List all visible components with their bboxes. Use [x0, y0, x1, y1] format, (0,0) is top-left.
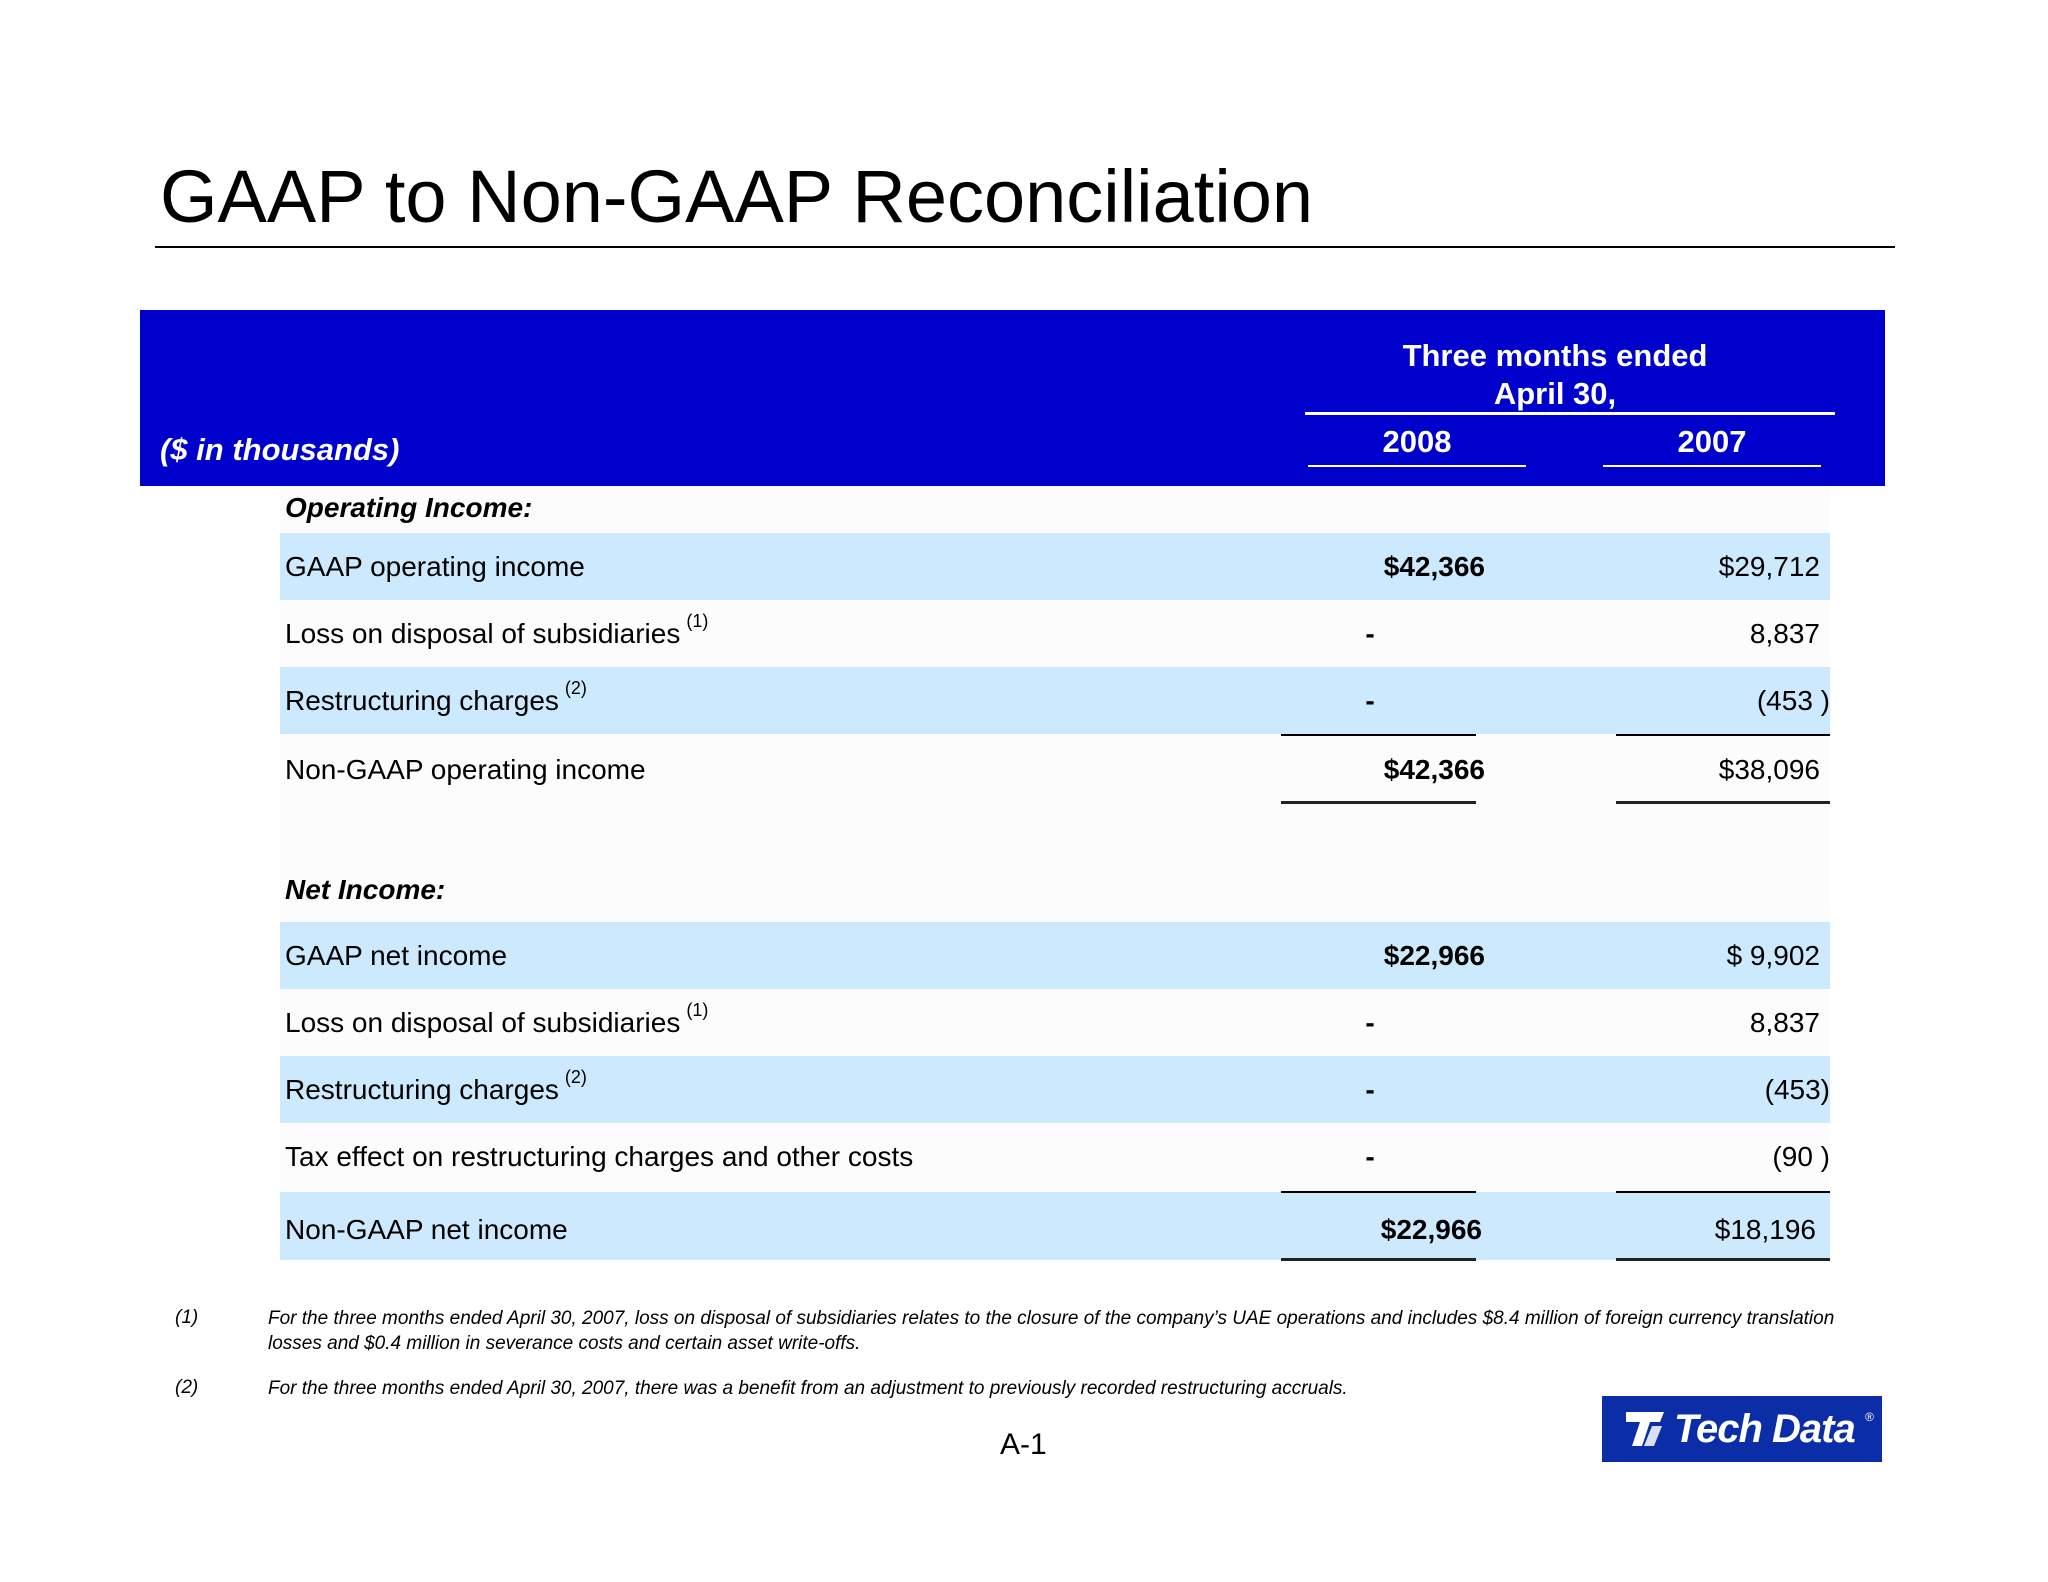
table-row — [280, 1056, 1830, 1123]
total-rule-2007 — [1616, 801, 1830, 804]
value-2008: $22,966 — [1383, 940, 1485, 971]
registered-mark: ® — [1865, 1410, 1874, 1424]
section-label-operating-income: Operating Income: — [285, 492, 533, 523]
value-2007: (453 ) — [1756, 685, 1830, 716]
row-label: Restructuring charges $^{(2)}$ — [285, 1067, 587, 1105]
row-label: Loss on disposal of subsidiaries $^{(1)}$ — [285, 1000, 709, 1038]
table-row — [280, 1192, 1830, 1260]
period-underline — [1305, 412, 1835, 415]
footnote-number: (2) — [175, 1377, 199, 1398]
row-label: Non-GAAP operating income — [285, 754, 646, 785]
value-2008: - — [1365, 618, 1375, 649]
total-rule-2008 — [1281, 1258, 1476, 1261]
table-row — [280, 533, 1830, 600]
column-header-2008: 2008 — [1382, 424, 1452, 459]
footnote-text: For the three months ended April 30, 2007, there was a benefit from an adjustment to previously recorded restructuring accruals. — [268, 1378, 1348, 1399]
page-number: A-1 — [1000, 1428, 1047, 1461]
value-2007: (90 ) — [1772, 1141, 1830, 1172]
period-heading-line2: April 30, — [1493, 376, 1617, 411]
value-2008: - — [1365, 1007, 1375, 1038]
table-row — [280, 989, 1830, 1056]
total-rule-2008 — [1281, 801, 1476, 804]
row-label: Restructuring charges $^{(2)}$ — [285, 678, 587, 716]
value-2008: - — [1365, 1074, 1375, 1105]
footnote-number: (1) — [175, 1307, 199, 1328]
subtotal-rule-2007 — [1616, 1191, 1830, 1193]
section-label-net-income: Net Income: — [285, 874, 446, 905]
value-2007: (453) — [1764, 1074, 1830, 1105]
column-2007-underline — [1603, 465, 1821, 467]
total-rule-2007 — [1616, 1258, 1830, 1261]
value-2007: 8,837 — [1749, 1007, 1820, 1038]
value-2007: $38,096 — [1718, 754, 1820, 785]
footnote-text: For the three months ended April 30, 2007, loss on disposal of subsidiaries relates to the closure of the company’s UAE operations and includes $8.4 million of foreign currency translation losses and $0.4 million in severance costs and certain asset write-offs. — [268, 1308, 1835, 1354]
footnote-ref: (1) — [686, 611, 709, 631]
subtotal-rule-2008 — [1281, 1191, 1476, 1193]
value-2008: $22,966 — [1380, 1214, 1482, 1245]
tech-data-logo — [1602, 1396, 1882, 1462]
value-2007: $29,712 — [1718, 551, 1820, 582]
footnote-ref: (2) — [564, 1067, 587, 1087]
table-row — [280, 1123, 1830, 1190]
period-heading-line1: Three months ended — [1402, 338, 1708, 373]
table-row — [280, 667, 1830, 734]
row-label: GAAP net income — [285, 940, 508, 971]
value-2008: $42,366 — [1383, 754, 1485, 785]
row-label: Loss on disposal of subsidiaries $^{(1)}$ — [285, 611, 709, 649]
value-2008: - — [1365, 685, 1375, 716]
footnote-ref: (1) — [686, 1000, 709, 1020]
units-label: ($ in thousands) — [160, 432, 400, 467]
row-label: GAAP operating income — [285, 551, 585, 582]
value-2008: $42,366 — [1383, 551, 1485, 582]
row-label: Tax effect on restructuring charges and other costs — [285, 1141, 914, 1172]
value-2007: $ 9,902 — [1726, 940, 1820, 971]
logo-text: Tech Data — [1674, 1407, 1855, 1451]
value-2007: 8,837 — [1749, 618, 1820, 649]
column-2008-underline — [1308, 465, 1526, 467]
value-2007: $18,196 — [1714, 1214, 1816, 1245]
title-underline — [155, 246, 1895, 248]
value-2008: - — [1365, 1141, 1375, 1172]
tech-data-mark-icon — [1624, 1408, 1668, 1450]
column-header-2007: 2007 — [1677, 424, 1747, 459]
footnote-ref: (2) — [564, 678, 587, 698]
page-title: GAAP to Non-GAAP Reconciliation — [160, 155, 1314, 238]
table-row — [280, 922, 1830, 989]
table-row — [280, 736, 1830, 803]
table-row — [280, 600, 1830, 667]
row-label: Non-GAAP net income — [285, 1214, 568, 1245]
